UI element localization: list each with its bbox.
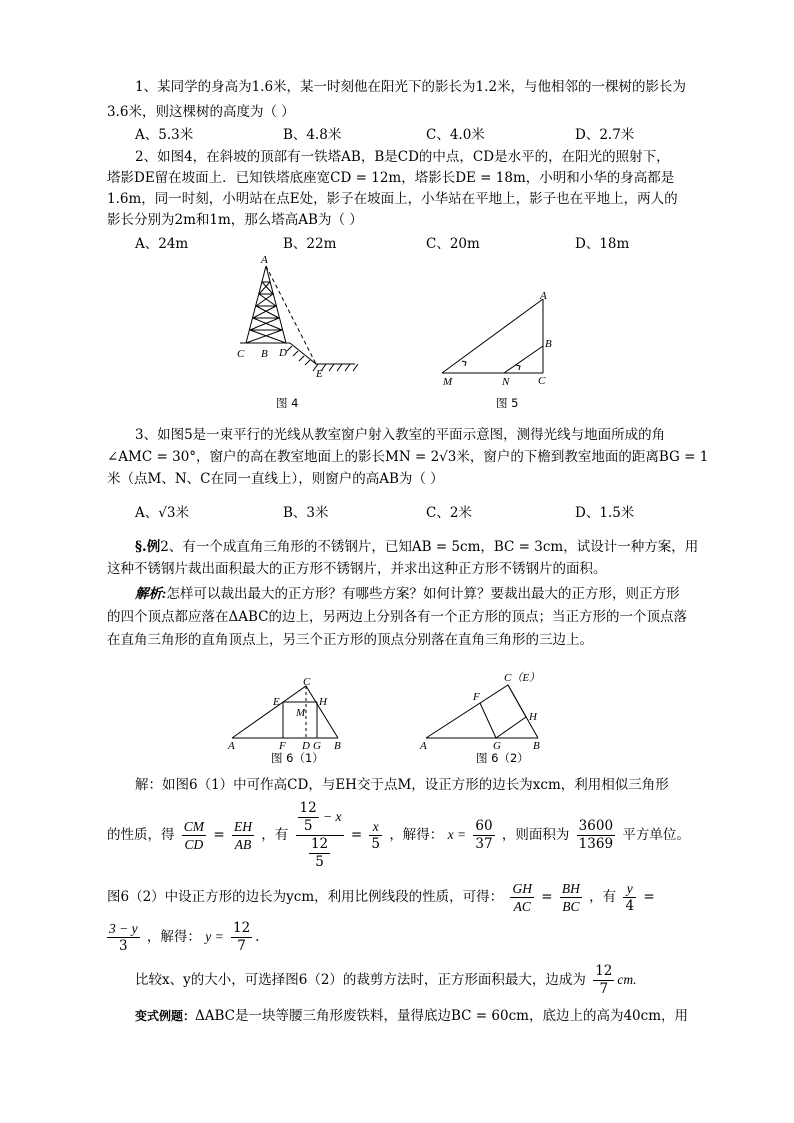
solution-line4 [107,920,259,955]
q3-option-a: A、√3米 [135,505,189,521]
fraction-y-4 [623,880,636,915]
q1-option-b: B、4.8米 [283,127,342,143]
q1-option-c: C、4.0米 [426,127,485,143]
solution-text-l3: 图6（2）中设正方形的边长为ycm，利用比例线段的性质，可得： [107,889,504,905]
fig5-label-b: B [545,338,552,350]
frac-den-ab: AB [234,837,252,852]
inner-num-12b: 12 [310,836,329,852]
frac-num-60: 60 [475,818,493,834]
q1-option-d: D、2.7米 [575,127,635,143]
solution-line5 [135,963,637,998]
fig6a-label-h: H [319,696,327,708]
frac-num-eh: EH [233,819,252,834]
inner-num-12: 12 [299,800,317,816]
example2-line1 [135,537,698,557]
frac-num-bh: BH [561,881,580,896]
fraction-3600-1369 [577,818,615,853]
equals-sign: = [213,827,225,843]
fraction-12-7-side [593,963,614,998]
solution-text-you-2: ，有 [589,889,617,905]
frac-num-y: y [623,880,636,898]
frac-num-12: 12 [232,920,251,936]
q2-line4: 影长分别为2m和1m，那么塔高AB为（ ） [107,212,363,228]
compound-numerator [296,800,344,836]
fraction-eh-ab [232,818,254,853]
fig6a-label-a: A [228,740,235,752]
q1-line1: 1、某同学的身高为1.6米，某一时刻他在阳光下的影长为1.2米，与他相邻的一棵树的影长为 [135,79,687,95]
fig4-caption: 图 4 [276,396,299,410]
period: . [255,929,260,945]
q2-option-a: A、24m [135,236,189,252]
unit-cm: cm. [617,972,637,987]
q2-option-d: D、18m [575,236,630,252]
frac-den-ac: AC [513,899,531,914]
fraction-12-7 [231,920,252,955]
x-equals: x = [447,827,467,842]
solution-line3 [107,880,655,915]
fig6a-label-d: D [302,740,310,752]
solution-line2 [107,800,690,871]
fig6a-label-g: G [313,740,321,752]
fraction-x-5 [369,818,382,853]
fig6b-label-b: B [533,740,540,752]
frac-den-7: 7 [237,938,246,954]
inner-fraction-12-5 [298,800,319,835]
inner-den-5: 5 [303,818,313,834]
q3-line3: 米（点M、N、C在同一直线上），则窗户的高AB为（ ） [107,471,444,487]
fig5-label-a: A [540,290,547,302]
fig6b-label-f: F [473,691,480,703]
fig4-label-c: C [237,348,245,360]
solution-line1: 解：如图6（1）中可作高CD，与EH交于点M，设正方形的边长为xcm，利用相似三角形 [135,777,669,793]
variant-label: 变式例题： [135,1009,196,1023]
frac-num-x: x [369,818,382,836]
fig6b-label-h: H [529,711,537,723]
compound-denominator [296,836,344,871]
fig6a-label-c: C [303,676,311,688]
frac-den-1369: 1369 [578,836,614,852]
compound-fraction [296,800,344,871]
frac-num-cm: CM [183,819,205,834]
q3-option-d: D、1.5米 [575,505,635,521]
frac-den-5: 5 [371,836,381,852]
fig5-caption: 图 5 [496,396,519,410]
minus-x: − x [323,809,342,824]
solution-text-solve-2: ，解得： [146,929,201,945]
fig4-label-a: A [261,254,268,266]
example2-line2: 这种不锈钢片裁出面积最大的正方形不锈钢片，并求出这种正方形不锈钢片的面积。 [107,561,607,577]
analysis-label: 解析: [135,586,167,601]
example2-number: 2 [160,539,169,555]
frac-den-cd: CD [184,837,204,852]
equals-sign-2: = [350,827,363,843]
figure-6-1 [226,674,356,764]
fig6a-label-b: B [334,740,341,752]
figure-4 [230,252,360,414]
fig4-label-b: B [261,348,268,360]
solution-text-you: ，有 [261,827,289,843]
fraction-60-37 [473,818,494,853]
fig6a-label-f: F [279,740,286,752]
analysis-line3: 在直角三角形的直角顶点上，另三个正方形的顶点分别落在直角三角形的三边上。 [107,632,593,648]
frac-num-gh: GH [512,881,532,896]
frac-num-12-side: 12 [595,963,613,979]
solution-text-l5: 比较x、y的大小，可选择图6（2）的裁剪方法时，正方形面积最大，边成为 [135,972,586,988]
q3-option-c: C、2米 [426,505,472,521]
figure-6-2 [418,668,558,764]
frac-den-37: 37 [475,836,493,852]
fraction-gh-ac [510,880,534,915]
fig6b-label-g: G [493,740,501,752]
q2-option-b: B、22m [283,236,337,252]
q2-line2: 塔影DE留在坡面上．已知铁塔底座宽CD = 12m，塔影长DE = 18m，小明和小华的身高都是 [107,170,675,186]
y-equals: y = [205,929,224,944]
fig4-label-e: E [316,368,323,380]
fig6b-label-ce: C（E） [504,672,541,684]
solution-text-unit: 平方单位。 [622,827,690,843]
variant-text: ΔABC是一块等腰三角形废铁料，量得底边BC = 60cm，底边上的高为40cm，用 [195,1008,688,1024]
fig6b-caption: 图 6（2） [476,751,529,764]
fig4-label-d: D [279,347,287,359]
fig6a-caption: 图 6（1） [271,751,324,764]
variant-line [135,1006,688,1026]
example2-label: §.例 [135,539,161,555]
inner-den-5b: 5 [315,854,324,870]
q2-line1: 2、如图4，在斜坡的顶部有一铁塔AB，B是CD的中点，CD是水平的，在阳光的照射下， [135,149,670,165]
q3-line1: 3、如图5是一束平行的光线从教室窗户射入教室的平面示意图，测得光线与地面所成的角 [135,427,666,443]
q2-option-c: C、20m [426,236,480,252]
frac-num-3600: 3600 [578,818,614,834]
fig5-label-c: C [538,375,546,387]
fig6b-label-a: A [420,740,427,752]
q2-line3: 1.6m，同一时刻，小明站在点E处，影子在坡面上，小华站在平地上，影子也在平地上，两人的 [107,191,678,207]
equals-sign-3: = [541,889,553,905]
fraction-bh-bc [560,880,582,915]
q3-option-b: B、3米 [283,505,329,521]
analysis-text: 怎样可以裁出最大的正方形？有哪些方案？如何计算？要裁出最大的正方形，则正方形 [166,586,680,602]
q1-option-a: A、5.3米 [135,127,194,143]
fig6a-label-e: E [273,696,280,708]
fraction-cm-cd [182,818,206,853]
frac-den-7-side: 7 [599,981,609,997]
frac-num-3-minus-y: 3 − y [109,921,138,936]
solution-text-area: ，则面积为 [501,827,570,843]
fig5-label-m: M [443,376,453,388]
inner-fraction-12-5b [309,836,330,871]
fig6a-label-m: M [296,707,306,719]
fig5-label-n: N [502,376,510,388]
figure-5 [432,286,562,414]
solution-text-solve: ，解得： [389,827,444,843]
solution-text-a: 的性质，得 [107,827,175,843]
frac-den-bc: BC [562,899,580,914]
analysis-line1 [135,584,680,604]
q3-line2: ∠AMC = 30°，窗户的高在教室地面上的影长MN = 2√3米，窗户的下檐到教室地面的距离BG = 1 [107,449,709,465]
frac-den-3: 3 [119,938,128,954]
q1-line2: 3.6米，则这棵树的高度为（ ） [107,104,295,120]
fraction-3my-3 [107,920,140,955]
analysis-line2: 的四个顶点都应落在ΔABC的边上，另两边上分别各有一个正方形的顶点；当正方形的一个顶点落 [107,609,687,625]
equals-sign-4: = [643,889,655,905]
frac-den-4: 4 [625,898,635,914]
example2-text: 、有一个成直角三角形的不锈钢片，已知AB = 5cm，BC = 3cm，试设计一种方案，用 [168,539,699,555]
